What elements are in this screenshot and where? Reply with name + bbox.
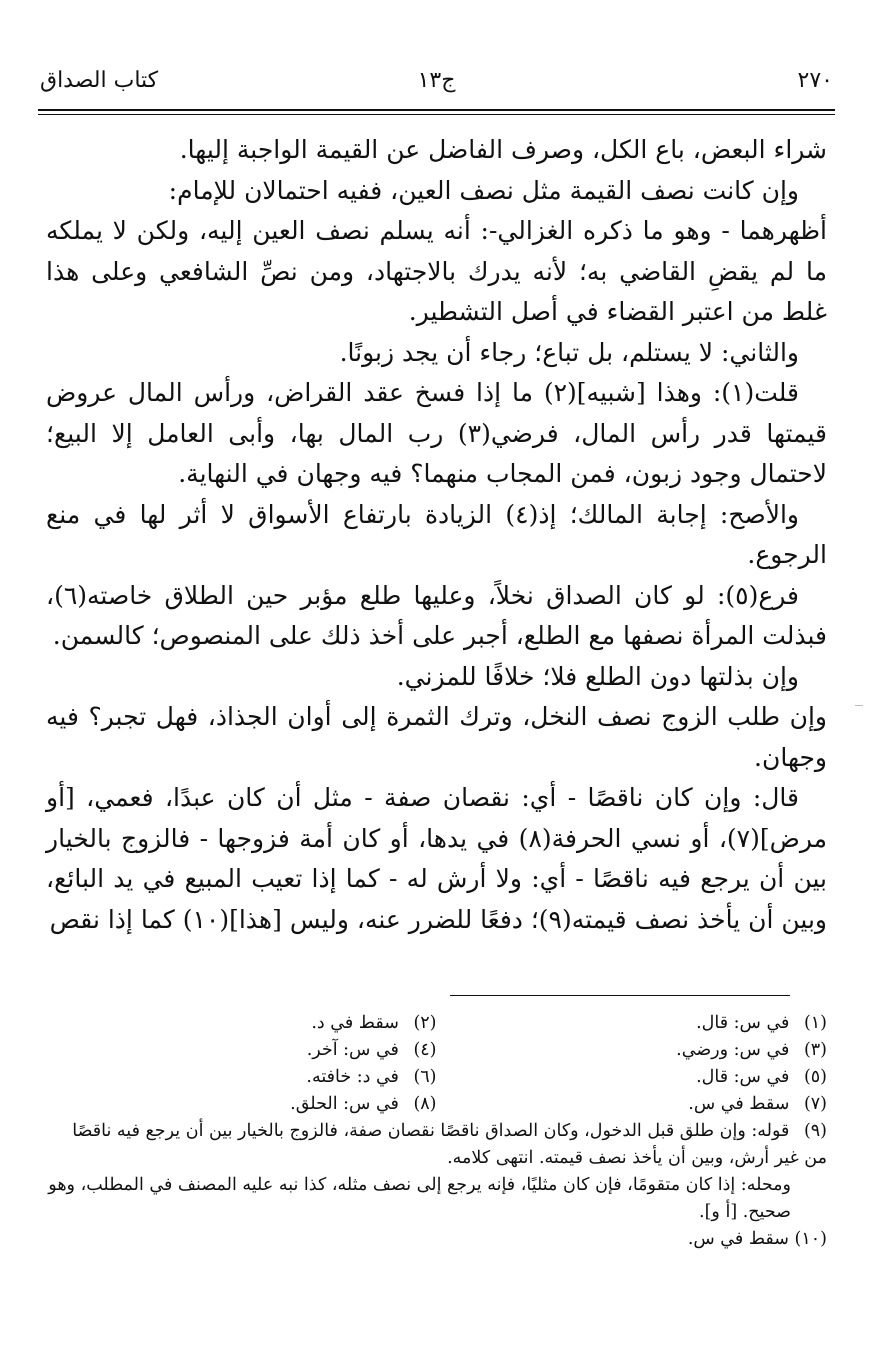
paragraph: وإن طلب الزوج نصف النخل، وترك الثمرة إلى أوان الجذاذ، فهل تجبر؟ فيه وجهان. bbox=[46, 702, 827, 772]
footnote: (٨) في س: الحلق. bbox=[290, 1094, 437, 1114]
main-text bbox=[46, 130, 827, 940]
margin-mark bbox=[855, 705, 863, 706]
footnote-row bbox=[46, 1010, 827, 1037]
footnote: (٩) قوله: وإن طلق قبل الدخول، وكان الصداق ناقصًا نقصان صفة، فالزوج بالخيار بين أن يرجع فيه ناقصًا من غير أرش، وبين أن يأخذ نصف قيمته. انتهى كلامه. bbox=[72, 1121, 827, 1168]
footnote-row bbox=[46, 1091, 827, 1118]
footnote-separator bbox=[450, 995, 790, 996]
footnote: (٧) سقط في س. bbox=[688, 1094, 827, 1114]
footnote-row bbox=[46, 1037, 827, 1064]
paragraph: والأصح: إجابة المالك؛ إذ(٤) الزيادة بارتفاع الأسواق لا أثر لها في منع الرجوع. bbox=[46, 499, 827, 569]
paragraph: وإن كانت نصف القيمة مثل نصف العين، ففيه احتمالان للإمام: bbox=[168, 175, 799, 205]
running-header bbox=[40, 60, 833, 102]
footnote-row bbox=[46, 1064, 827, 1091]
footnote: (٥) في س: قال. bbox=[696, 1067, 827, 1087]
header-rule bbox=[38, 109, 835, 111]
paragraph: والثاني: لا يستلم، بل تباع؛ رجاء أن يجد زبونًا. bbox=[339, 337, 799, 367]
paragraph: شراء البعض، باع الكل، وصرف الفاضل عن القيمة الواجبة إليها. bbox=[179, 135, 827, 164]
paragraph: فرع(٥): لو كان الصداق نخلاً، وعليها طلع مؤبر حين الطلاق خاصته(٦)، فبذلت المرأة نصفها مع الطلع، أجبر على أخذ ذلك على المنصوص؛ كالسمن. bbox=[46, 580, 827, 650]
footnote: (٤) في س: آخر. bbox=[306, 1040, 437, 1060]
book-title: كتاب الصداق bbox=[40, 68, 159, 93]
header-rule-thin bbox=[38, 114, 835, 115]
footnote: (٦) في د: خافته. bbox=[306, 1067, 437, 1087]
paragraph: أظهرهما - وهو ما ذكره الغزالي-: أنه يسلم نصف العين إليه، ولكن لا يملكه ما لم يقضِ القاضي به؛ لأنه يدرك بالاجتهاد، ومن نصِّ الشافعي وعلى هذا غلط من اعتبر القضاء في أصل التشطير. bbox=[46, 216, 828, 326]
footnote: (٢) سقط في د. bbox=[311, 1013, 437, 1033]
footnote: (١) في س: قال. bbox=[696, 1013, 827, 1033]
paragraph: قال: وإن كان ناقصًا - أي: نقصان صفة - مثل أن كان عبدًا، فعمي، [أو مرض](٧)، أو نسي الحرفة(٨) في يدها، أو كان أمة فزوجها - فالزوج بالخيار بين أن يرجع فيه ناقصًا - أي: ولا أرش له - كما إذا تعيب المبيع في يد البائع، وبين أن يأخذ نصف قيمته(٩)؛ دفعًا للضرر عنه، وليس [هذا](١٠) كما إذا نقص bbox=[46, 783, 828, 934]
footnote: (٣) في س: ورضي. bbox=[676, 1040, 827, 1060]
paragraph: قلت(١): وهذا [شبيه](٢) ما إذا فسخ عقد القراض، ورأس المال عروض قيمتها قدر رأس المال، فرضي(٣) رب المال بها، وأبى العامل إلا البيع؛ لاحتمال وجود زبون، فمن المجاب منهما؟ فيه وجهان في النهاية. bbox=[46, 378, 828, 488]
volume-label: ج١٣ bbox=[417, 68, 456, 93]
footnotes bbox=[46, 1010, 827, 1253]
footnote-continuation: ومحله: إذا كان متقومًا، فإن كان مثليًا، فإنه يرجع إلى نصف مثله، كذا نبه عليه المصنف في المطلب، وهو صحيح. [أ و]. bbox=[48, 1175, 791, 1222]
footnote: (١٠) سقط في س. bbox=[687, 1229, 827, 1249]
page-number: ٢٧٠ bbox=[797, 68, 833, 93]
paragraph: وإن بذلتها دون الطلع فلا؛ خلافًا للمزني. bbox=[396, 661, 799, 691]
